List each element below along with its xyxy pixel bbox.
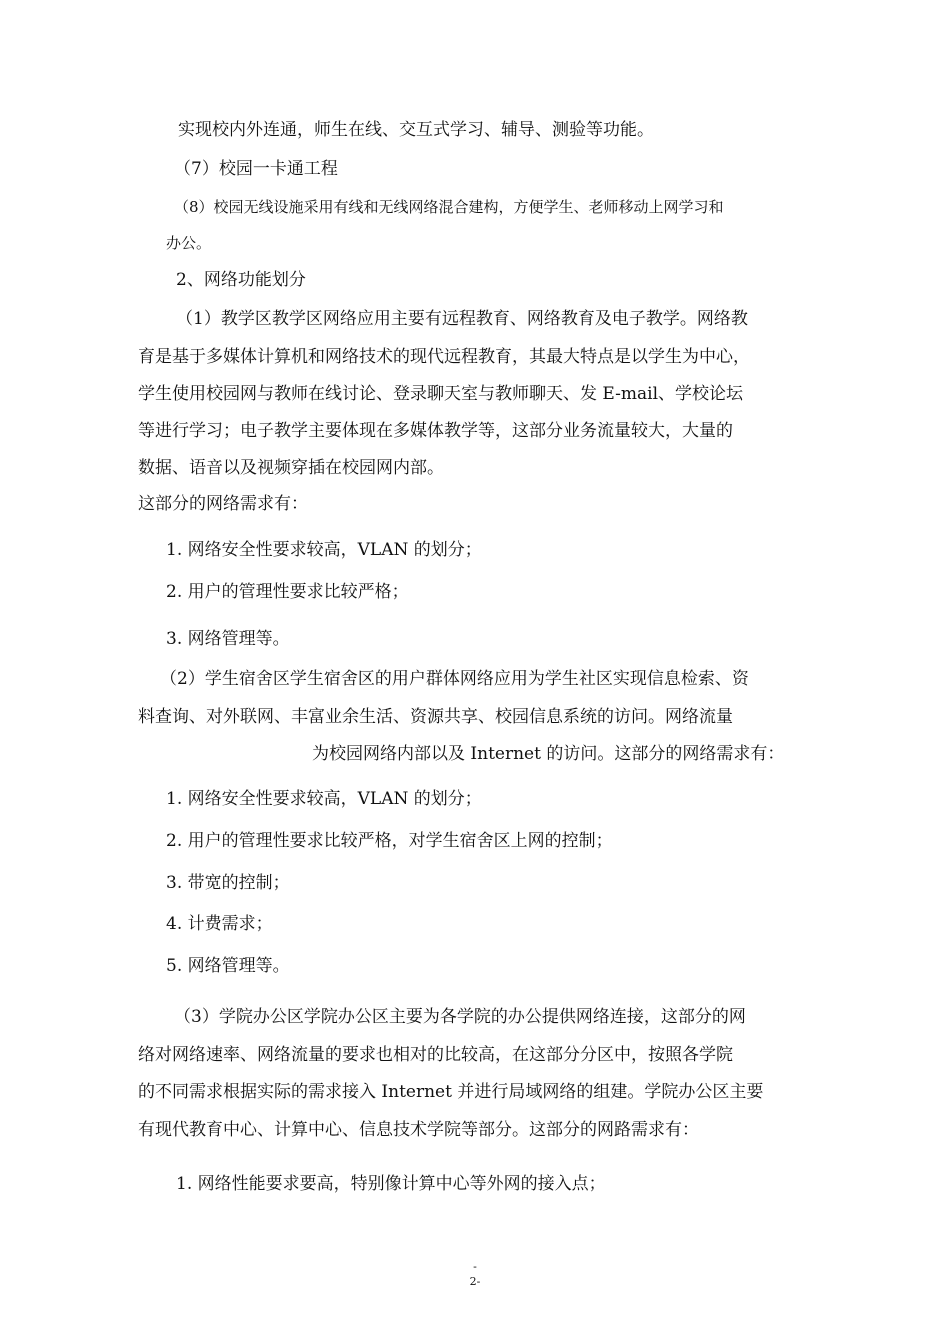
text-line: 有现代教育中心、计算中心、信息技术学院等部分。这部分的网路需求有： (138, 1120, 699, 1140)
list-item: 3. 带宽的控制； (166, 873, 290, 893)
text-line: 实现校内外连通，师生在线、交互式学习、辅导、测验等功能。 (178, 120, 654, 140)
list-item: 5. 网络管理等。 (166, 956, 290, 976)
text-line: 数据、语音以及视频穿插在校园网内部。 (138, 458, 444, 478)
text-line: 络对网络速率、网络流量的要求也相对的比较高，在这部分分区中，按照各学院 (138, 1045, 733, 1065)
text-line: 育是基于多媒体计算机和网络技术的现代远程教育，其最大特点是以学生为中心， (138, 347, 750, 367)
text-line: （1）教学区教学区网络应用主要有远程教育、网络教育及电子教学。网络教 (176, 309, 748, 329)
list-item: 4. 计费需求； (166, 914, 273, 934)
page-number: 2- (469, 1275, 481, 1288)
text-line: （2）学生宿舍区学生宿舍区的用户群体网络应用为学生社区实现信息检索、资 (160, 669, 749, 689)
footer-dash: - (473, 1260, 477, 1273)
list-item: 1. 网络性能要求要高，特别像计算中心等外网的接入点； (176, 1174, 606, 1194)
text-line: 为校园网络内部以及 Internet 的访问。这部分的网络需求有： (312, 744, 785, 764)
section-heading: 2、网络功能划分 (176, 270, 306, 290)
text-line: （8）校园无线设施采用有线和无线网络混合建构，方便学生、老师移动上网学习和 (174, 198, 724, 216)
text-line: （7）校园一卡通工程 (174, 159, 338, 179)
text-line: 等进行学习；电子教学主要体现在多媒体教学等，这部分业务流量较大，大量的 (138, 421, 733, 441)
text-line: 办公。 (166, 234, 212, 252)
list-item: 2. 用户的管理性要求比较严格，对学生宿舍区上网的控制； (166, 831, 613, 851)
list-item: 1. 网络安全性要求较高，VLAN 的划分； (166, 540, 482, 560)
list-item: 1. 网络安全性要求较高，VLAN 的划分； (166, 789, 482, 809)
text-line: 的不同需求根据实际的需求接入 Internet 并进行局域网络的组建。学院办公区主要 (138, 1082, 764, 1102)
list-item: 2. 用户的管理性要求比较严格； (166, 582, 409, 602)
text-line: （3）学院办公区学院办公区主要为各学院的办公提供网络连接，这部分的网 (174, 1007, 746, 1027)
text-line: 学生使用校园网与教师在线讨论、登录聊天室与教师聊天、发 E-mail、学校论坛 (138, 384, 744, 404)
text-line: 这部分的网络需求有： (138, 494, 308, 514)
list-item: 3. 网络管理等。 (166, 629, 290, 649)
text-line: 料查询、对外联网、丰富业余生活、资源共享、校园信息系统的访问。网络流量 (138, 707, 733, 727)
